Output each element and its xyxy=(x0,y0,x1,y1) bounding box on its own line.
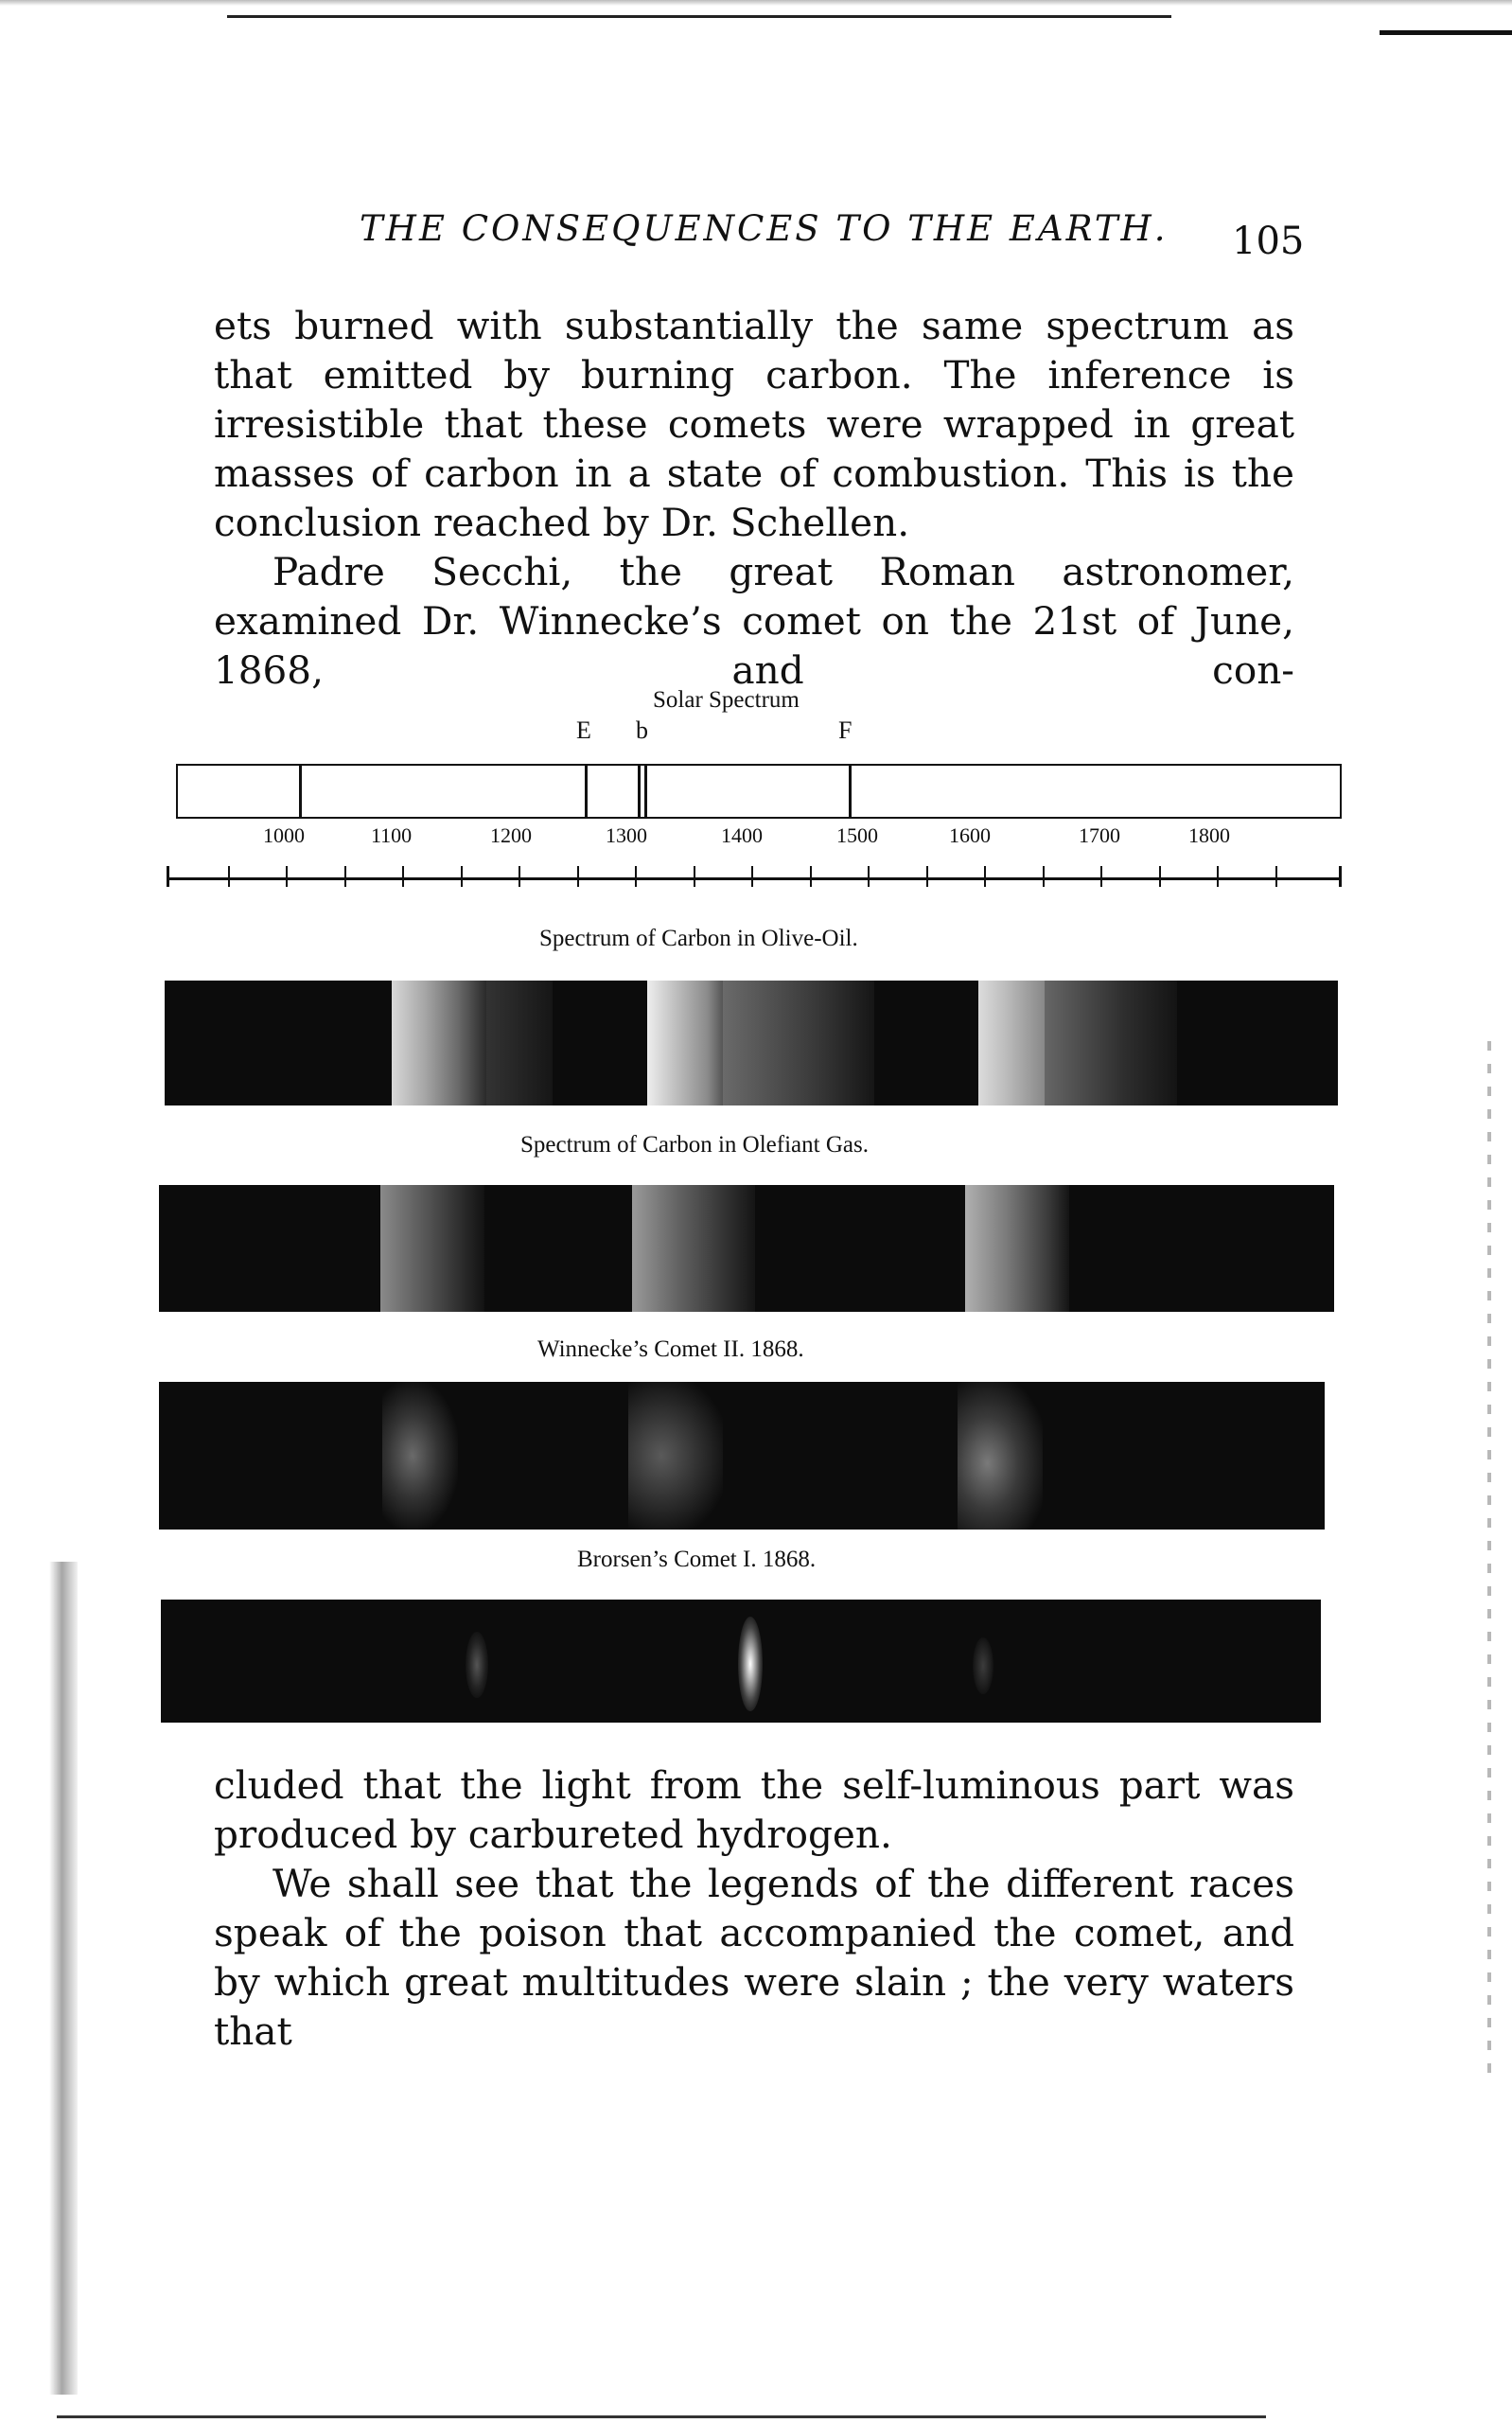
emission-fade xyxy=(723,981,874,1105)
solar-spectrum-strip xyxy=(176,764,1342,819)
running-title: THE CONSEQUENCES TO THE EARTH. xyxy=(360,208,1169,249)
scan-edge-line xyxy=(227,15,1171,18)
scale-tick xyxy=(228,866,230,887)
fraunhofer-line xyxy=(299,766,302,817)
emission-band xyxy=(965,1185,1069,1312)
emission-band xyxy=(392,981,486,1105)
emission-band xyxy=(958,1382,1043,1530)
scale-tick xyxy=(1043,866,1045,887)
scale-label: 1300 xyxy=(606,823,647,847)
scale-tick xyxy=(868,866,870,887)
emission-band xyxy=(632,1185,755,1312)
spectrum-caption: Winnecke’s Comet II. 1868. xyxy=(537,1336,804,1362)
line-label-f: F xyxy=(838,716,853,744)
paragraph: cluded that the light from the self-luminous part was produced by carbureted hydrogen. xyxy=(214,1762,1294,1857)
fraunhofer-line xyxy=(638,766,641,817)
wavelength-scale xyxy=(167,866,1342,887)
spectrum-caption: Spectrum of Carbon in Olive-Oil. xyxy=(539,926,858,951)
spectrum-caption: Spectrum of Carbon in Olefiant Gas. xyxy=(520,1132,869,1158)
scale-tick xyxy=(810,866,812,887)
scale-label: 1000 xyxy=(263,823,305,847)
scale-tick xyxy=(926,866,928,887)
emission-band xyxy=(382,1382,458,1530)
spectrum-band-olefiant-gas xyxy=(159,1185,1334,1312)
scale-tick xyxy=(1217,866,1219,887)
emission-band xyxy=(978,981,1045,1105)
scan-edge-left xyxy=(49,1562,78,2395)
scan-edge-top xyxy=(0,0,1512,6)
text-block-top xyxy=(214,301,1294,695)
scale-tick xyxy=(519,866,520,887)
scale-tick xyxy=(1275,866,1277,887)
emission-fade xyxy=(486,981,553,1105)
scale-label: 1100 xyxy=(371,823,413,847)
scale-tick xyxy=(344,866,346,887)
scale-tick xyxy=(402,866,404,887)
emission-band xyxy=(380,1185,484,1312)
text-block-bottom xyxy=(214,1760,1294,2056)
line-label-b: b xyxy=(636,716,648,744)
emission-fade xyxy=(1045,981,1177,1105)
scale-label: 1600 xyxy=(949,823,991,847)
spectrum-band-olive-oil xyxy=(165,981,1338,1105)
paragraph: ets burned with substantially the same spectrum as that emitted by burning carbon. The inference is irresistible that these comets were wrapped in great masses of carbon in a state of combustion. This is the conclusion reached by Dr. Schellen. xyxy=(214,303,1294,545)
spectrum-band-brorsen-comet xyxy=(161,1600,1321,1723)
spectrum-caption: Brorsen’s Comet I. 1868. xyxy=(577,1547,817,1572)
line-label-e: E xyxy=(576,716,591,744)
scale-label: 1700 xyxy=(1079,823,1120,847)
solar-spectrum-title: Solar Spectrum xyxy=(653,687,800,713)
scale-label: 1500 xyxy=(836,823,878,847)
spectrum-band-winnecke-comet xyxy=(159,1382,1325,1530)
scale-tick xyxy=(286,866,288,887)
fraunhofer-line xyxy=(585,766,588,817)
bright-emission xyxy=(738,1617,763,1711)
faint-emission xyxy=(466,1632,488,1698)
paragraph: Padre Secchi, the great Roman astronomer, examined Dr. Winnecke’s comet on the 21st of June, 1868, and con- xyxy=(214,549,1294,693)
fraunhofer-line xyxy=(849,766,852,817)
fraunhofer-line xyxy=(644,766,647,817)
scale-tick xyxy=(694,866,695,887)
paragraph: We shall see that the legends of the different races speak of the poison that accompanied the comet, and by which great multitudes were slain ; the very waters that xyxy=(214,1861,1294,2054)
scan-edge-right xyxy=(1487,1041,1491,2082)
scale-tick xyxy=(577,866,579,887)
emission-band xyxy=(628,1382,723,1530)
emission-band xyxy=(647,981,723,1105)
scale-label: 1400 xyxy=(721,823,763,847)
scale-tick xyxy=(635,866,637,887)
page-number: 105 xyxy=(1232,220,1305,263)
scale-label: 1200 xyxy=(490,823,532,847)
scale-tick xyxy=(461,866,463,887)
scan-edge-mark xyxy=(1380,30,1512,35)
scan-edge-bottom xyxy=(57,2415,1266,2418)
scale-tick xyxy=(984,866,986,887)
faint-emission xyxy=(973,1637,993,1694)
scale-tick xyxy=(751,866,753,887)
scale-tick xyxy=(1100,866,1102,887)
scale-tick xyxy=(1159,866,1161,887)
scale-label: 1800 xyxy=(1188,823,1230,847)
